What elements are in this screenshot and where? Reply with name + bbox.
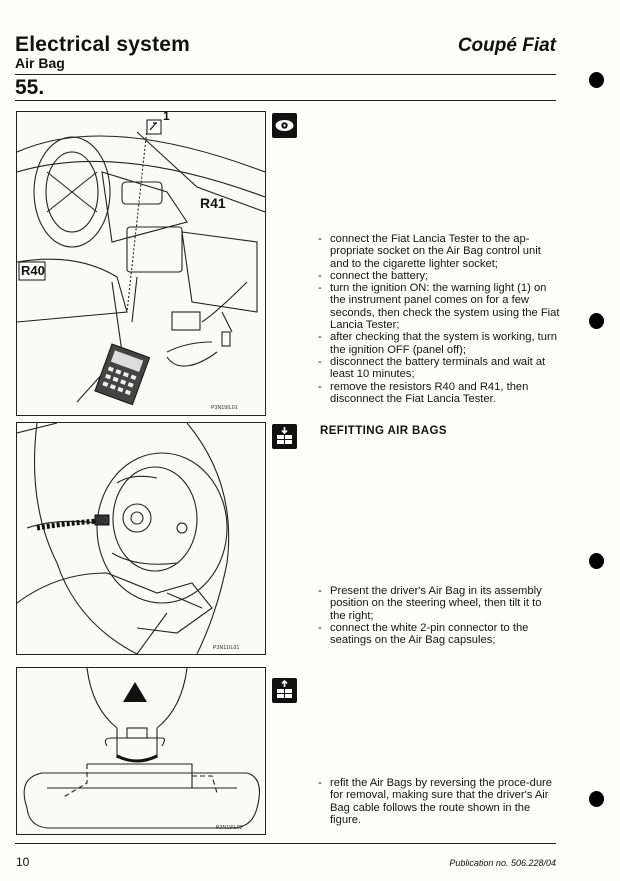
cable-route-illustration [17,668,265,834]
list-item: - remove the resistors R40 and R41, then disconnect the Fiat Lancia Tester. [318,381,560,406]
footer-rule [15,843,556,844]
header-rule [15,74,556,75]
section-subtitle: Air Bag [15,55,65,71]
refitting-heading: REFITTING AIR BAGS [320,425,447,437]
figure-dashboard-tester [16,111,266,416]
brand-name: Coupé Fiat [457,35,556,56]
figure-airbag-steering-wheel [16,422,266,655]
figure-code: P3N11IL01 [213,645,240,651]
list-item: - connect the white 2-pin connector to the seatings on the Air Bag capsules; [318,622,560,647]
callout-label-1: 1 [163,111,170,123]
list-item: - connect the battery; [318,270,560,282]
publication-number: Publication no. 506.228/04 [449,858,556,868]
list-item: - after checking that the system is working, turn the ignition OFF (panel off); [318,331,560,356]
list-item: - refit the Air Bags by reversing the proce-dure for removal, making sure that the driver's Air Bag cable follows the route shown in the figure. [318,777,560,826]
binder-hole-icon [589,791,604,807]
figure-code: P3N19IL01 [211,405,238,411]
steering-wheel-illustration [17,423,265,654]
list-item: - Present the driver's Air Bag in its assembly position on the steering wheel, then tilt it to the right; [318,585,560,622]
binder-hole-icon [589,313,604,329]
figure-cable-route [16,667,266,835]
list-item: - disconnect the battery terminals and wait at least 10 minutes; [318,356,560,381]
refitting-icon [272,678,297,703]
list-item: - connect the Fiat Lancia Tester to the ap-propriate socket on the Air Bag control unit and to the cigarette lighter socket; [318,233,560,270]
section-number: 55. [15,76,45,99]
list-item: - turn the ignition ON: the warning light (1) on the instrument panel comes on for a few seconds, then check the system using the Fiat Lancia Tester; [318,282,560,331]
removal-icon [272,424,297,449]
callout-label-r41: R41 [200,195,226,211]
procedure-refit-steps [318,585,560,646]
section-rule [15,100,556,101]
page-number: 10 [16,855,30,869]
binder-hole-icon [589,553,604,569]
figure-code: P3N19IL02 [216,825,243,831]
eye-icon [272,113,297,138]
arrow-up-icon [123,682,147,702]
dashboard-illustration [17,112,265,415]
section-title: Electrical system [15,33,191,56]
callout-label-r40: R40 [21,263,45,278]
procedure-test-steps [318,233,560,405]
binder-hole-icon [589,72,604,88]
procedure-final-step [318,777,560,826]
